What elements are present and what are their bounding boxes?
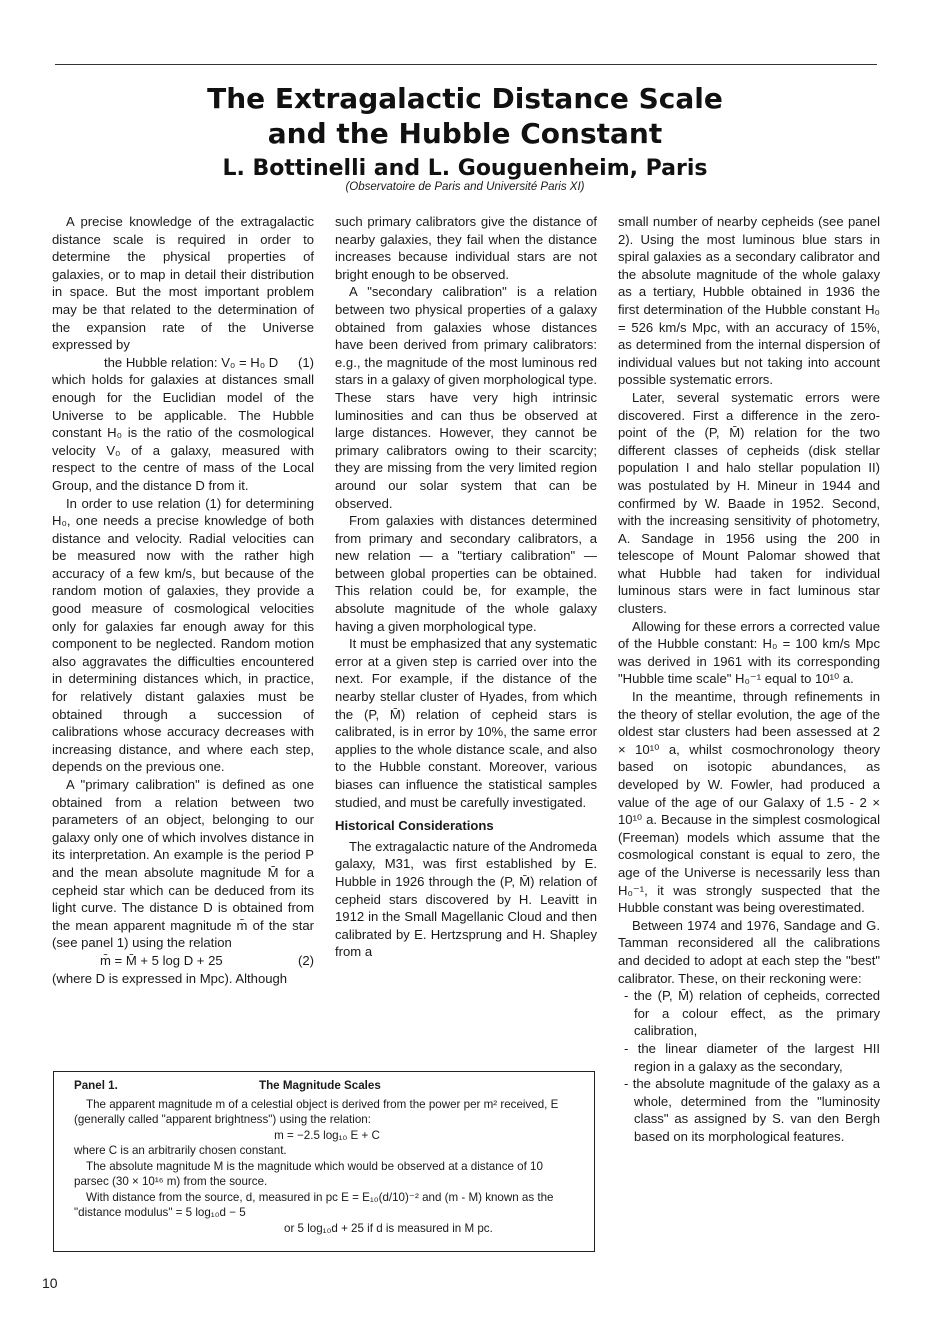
article-title-line1: The Extragalactic Distance Scale (207, 82, 723, 115)
paragraph: which holds for galaxies at distances small enough for the Euclidian model of the Universe to be applicable. The Hubble constant H₀ is the ratio of the cosmological velocity V₀ of a galaxy, measured with respect to the centre of mass of the Local Group, and the distance D from it. (52, 372, 314, 493)
equation-text: m̄ = M̄ + 5 log D + 25 (100, 952, 223, 968)
equation-number: (1) (297, 354, 314, 370)
panel-header (74, 1078, 580, 1094)
column-3 (618, 213, 880, 1145)
panel-equation: m = −2.5 log₁₀ E + C (274, 1128, 380, 1142)
equation-text: the Hubble relation: V₀ = H₀ D (104, 354, 279, 370)
list-item: - the absolute magnitude of the galaxy as a whole, determined from the "luminosity class" as assigned by S. van den Bergh based on its morphological features. (618, 1075, 880, 1145)
paragraph: A precise knowledge of the extragalactic distance scale is required in order to determine the physical properties of galaxies, or to map in detail their distribution in space. But the most important problem may be that related to the determination of the expansion rate of the Universe expressed by (52, 214, 314, 353)
column-2 (335, 213, 597, 961)
panel-paragraph: where C is an arbitrarily chosen constant. (74, 1144, 287, 1157)
paragraph: The extragalactic nature of the Andromeda galaxy, M31, was first established by E. Hubble in 1926 through the (P, M̄) relation of cepheid stars discovered by H. Leavitt in 1912 in the Small Magellanic Cloud and then calibrated by E. Hertzsprung and H. Shapley from a (335, 838, 597, 960)
panel-paragraph: The absolute magnitude M is the magnitude which would be observed at a distance of 10 parsec (30 × 10¹⁶ m) from the source. (74, 1159, 543, 1188)
column-1 (52, 213, 314, 987)
article-authors: L. Bottinelli and L. Gouguenheim, Paris (222, 156, 708, 181)
paragraph: Allowing for these errors a corrected value of the Hubble constant: H₀ = 100 km/s Mpc was derived in 1961 with its corresponding "Hubble time scale" H₀⁻¹ equal to 10¹⁰ a. (618, 618, 880, 687)
article-affiliation: (Observatoire de Paris and Université Paris XI) (345, 181, 585, 193)
panel-paragraph: The apparent magnitude m of a celestial object is derived from the power per m² received, E (generally called "apparent brightness") using the relation: (74, 1097, 559, 1126)
paragraph: A "secondary calibration" is a relation between two physical properties of a galaxy obtained from galaxies whose distances have been derived from primary calibrators: e.g., the magnitude of the most luminous red stars in a galaxy of given morphological type. These stars have very high intrinsic luminosities and can thus be observed at large distances. However, they cannot be primary calibrators owing to their scarcity; they are missing from the very limited region around our solar system that can be observed. (335, 284, 597, 511)
paragraph: Later, several systematic errors were discovered. First a difference in the zero-point of the (P, M̄) relation for the two different classes of cepheids (disk stellar population I and halo stellar population II) was postulated by H. Mineur in 1944 and confirmed by W. Baade in 1952. Second, with the increasing sensitivity of photometry, A. Sandage in 1956 using the 200 in telescope of Mount Palomar showed that what Hubble had taken for individual luminous stars were in fact luminous star clusters. (618, 389, 880, 617)
equation-number: (2) (297, 952, 314, 968)
paragraph: small number of nearby cepheids (see panel 2). Using the most luminous blue stars in spiral galaxies as a secondary calibrator and the absolute magnitude of the whole galaxy as a tertiary, Hubble obtained in 1936 the first determination of the Hubble constant H₀ = 526 km/s Mpc, with an accuracy of 15%, as determined from the internal dispersion of individual values but not taking into account possible systematic errors. (618, 214, 880, 388)
paragraph: such primary calibrators give the distance of nearby galaxies, they fail when the distance increases because individual stars are not bright enough to be observed. (335, 214, 597, 282)
paragraph: A "primary calibration" is defined as one obtained from a relation between two parameters of an object, belonging to our galaxy only one of which involves distance in its interpretation. An example is the period P and the mean absolute magnitude M̄ for a cepheid star which can be deduced from its light curve. The distance D is obtained from the mean apparent magnitude m̄ of the star (see panel 1) using the relation (52, 777, 314, 951)
panel-label: Panel 1. (74, 1079, 118, 1092)
top-rule (55, 64, 877, 65)
calibrator-list (618, 987, 880, 1145)
panel-paragraph: With distance from the source, d, measured in pc E = E₁₀(d/10)⁻² and (m - M) known as the "distance modulus" = 5 log₁₀d − 5 (74, 1190, 554, 1219)
section-heading: Historical Considerations (335, 818, 494, 834)
panel-title: The Magnitude Scales (259, 1079, 381, 1092)
paragraph: In the meantime, through refinements in the theory of stellar evolution, the age of the oldest star clusters had been assessed at 2 × 10¹⁰ a, whilst cosmochronology theory based on isotopic abundances, as developed by W. Fowler, had produced a value of the age of our Galaxy of 1.5 - 2 × 10¹⁰ a. Because in the simplest cosmological (Freeman) models which assume that the cosmological constant is equal to zero, the age of the Universe is necessarily less than H₀⁻¹, it was strongly suspected that the Hubble constant was being overestimated. (618, 689, 880, 916)
paragraph: (where D is expressed in Mpc). Although (52, 970, 288, 986)
paragraph: Between 1974 and 1976, Sandage and G. Tamman reconsidered all the calibrations and decided to adopt at each step the "best" calibrator. These, on their reckoning were: (618, 917, 880, 986)
equation-2 (52, 952, 314, 970)
paragraph: It must be emphasized that any systematic error at a given step is carried over into the next. For example, if the distance of the nearby stellar cluster of Hyades, from which the (P, M̄) relation of cepheid stars is calibrated, is in error by 10%, the same error applies to the whole distance scale, and also to the Hubble constant. Moreover, various biases can influence the statistical samples studied, and must be carefully investigated. (335, 636, 597, 810)
article-title-line2: and the Hubble Constant (267, 117, 663, 150)
equation-1 (52, 354, 314, 372)
panel-equation-alt: or 5 log₁₀d + 25 if d is measured in M pc. (284, 1221, 493, 1235)
paragraph: In order to use relation (1) for determining H₀, one needs a precise knowledge of both distance and velocity. Radial velocities can be measured now with the rather high accuracy of a few km/s, but because of the random motion of galaxies, they provide a good measure of cosmological velocities only for galaxies far enough away for this component to be neglected. Random motion also aggravates the difficulties encountered in determining distances which, in practice, for relatively distant galaxies must be obtained through a succession of calibrations whose accuracy decreases with increasing distance, and where each step, depends on the previous one. (52, 495, 314, 775)
list-item: - the linear diameter of the largest HII region in a galaxy as the secondary, (618, 1040, 880, 1075)
list-item: - the (P, M̄) relation of cepheids, corrected for a colour effect, as the primary calibration, (618, 987, 880, 1040)
paragraph: From galaxies with distances determined from primary and secondary calibrators, a new relation — a "tertiary calibration" — between global properties can be obtained. This relation could be, for example, the absolute magnitude of the whole galaxy having a given morphological type. (335, 513, 597, 634)
page-number: 10 (42, 1275, 58, 1291)
panel-magnitude-scales (53, 1071, 595, 1252)
